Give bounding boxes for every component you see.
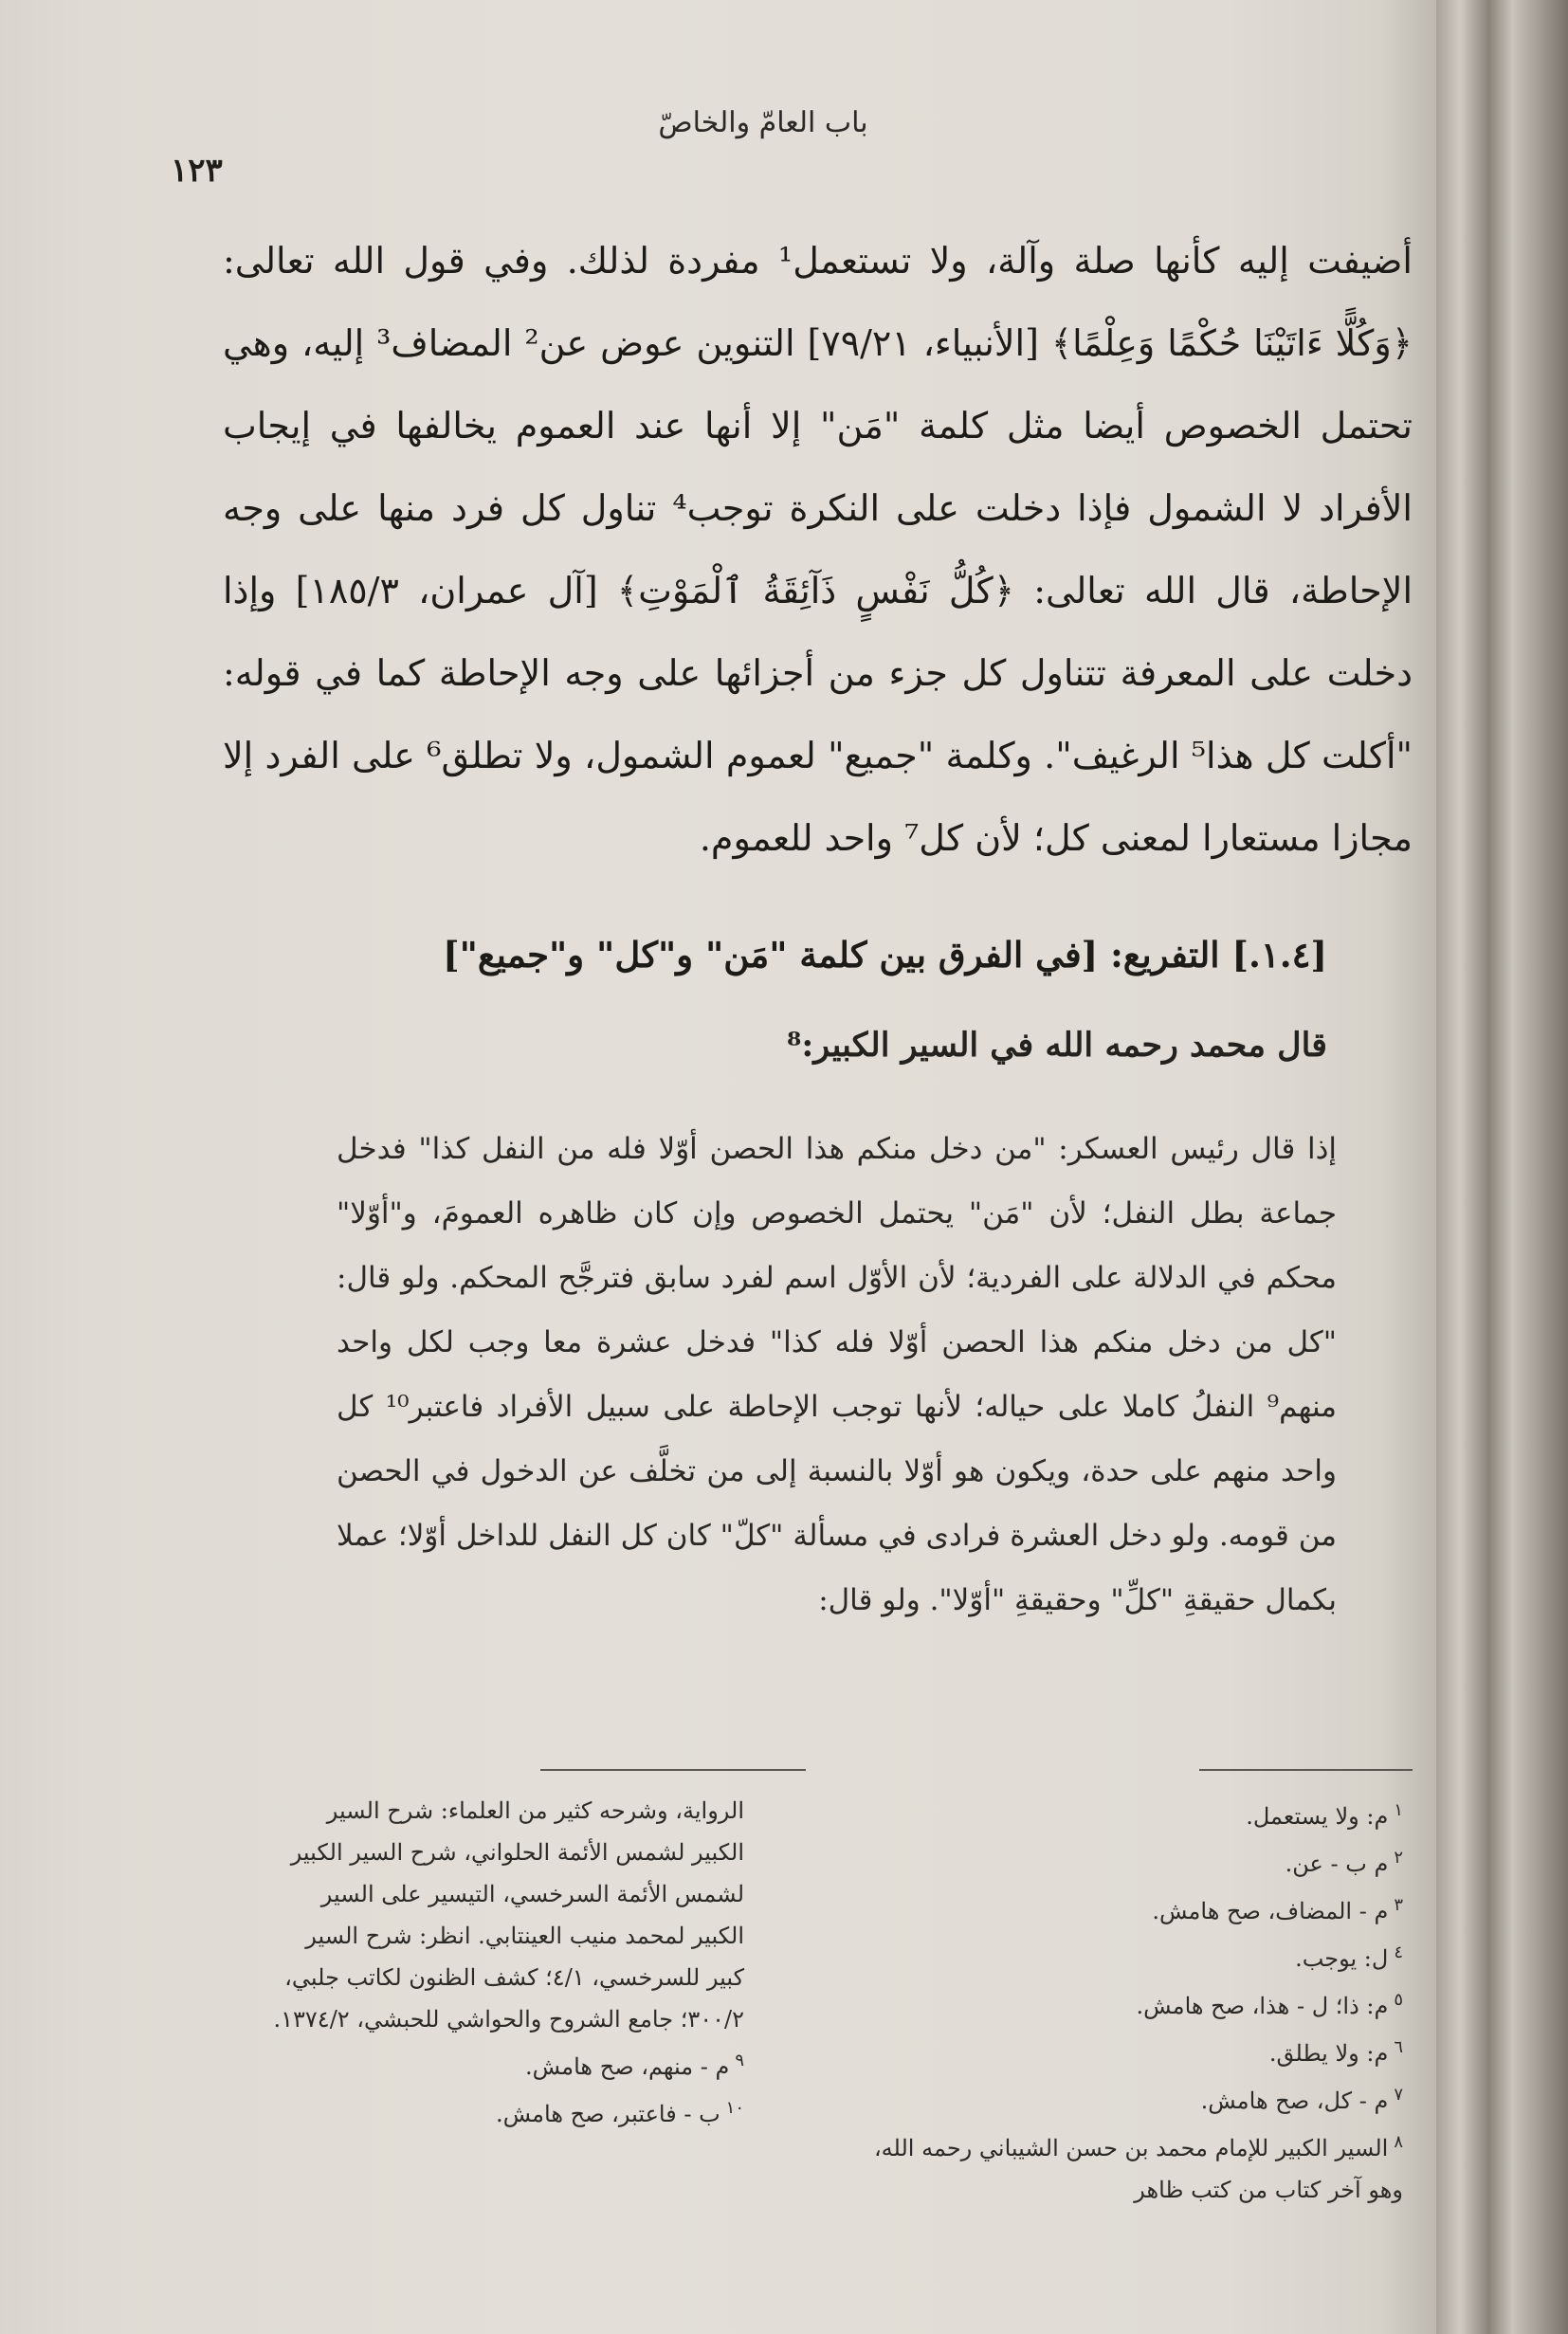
footnote-text: ل: يوجب. xyxy=(1295,1945,1389,1972)
footnote-text: السير الكبير للإمام محمد بن حسن الشيباني رحمه الله، وهو آخر كتاب من كتب ظاهر xyxy=(873,2135,1403,2203)
footnote-number: ٧ xyxy=(1394,2085,1403,2105)
footnote-number: ١ xyxy=(1394,1800,1403,1820)
main-paragraph: أضيفت إليه كأنها صلة وآلة، ولا تستعمل¹ مفردة لذلك. وفي قول الله تعالى: ﴿وَكُلًّا ءَاتَيْنَا حُكْمًا وَعِلْمًا﴾ [الأنبياء، ٧٩/٢١] التنوين عوض عن² المضاف³ إليه، وهي تحتمل الخصوص أيضا مثل كلمة "مَن" إلا أنها عند العموم يخالفها في إيجاب الأفراد لا الشمول فإذا دخلت على النكرة توجب⁴ تناول كل فرد منها على وجه الإحاطة، قال الله تعالى: ﴿كُلُّ نَفْسٍ ذَآئِقَةُ ٱلْمَوْتِ﴾ [آل عمران، ١٨٥/٣] وإذا دخلت على المعرفة تتناول كل جزء من أجزائها على وجه الإحاطة كما في قوله: "أكلت كل هذا⁵ الرغيف". وكلمة "جميع" لعموم الشمول، ولا تطلق⁶ على الفرد إلا مجازا مستعارا لمعنى كل؛ لأن كل⁷ واحد للعموم. xyxy=(223,240,1413,859)
footnote-number: ٨ xyxy=(1394,2132,1403,2152)
footnote-item xyxy=(872,1790,1403,1837)
footnote-item xyxy=(872,1932,1403,1979)
footnote-text: م: ولا يستعمل. xyxy=(1246,1803,1389,1830)
footnote-number: ٦ xyxy=(1394,2037,1403,2057)
footnote-text: م - منهم، صح هامش. xyxy=(525,2053,730,2080)
footnote-item xyxy=(270,2040,744,2088)
footnote-number: ٢ xyxy=(1394,1848,1403,1868)
footnote-text: ب - فاعتبر، صح هامش. xyxy=(495,2101,720,2127)
book-spine-edge xyxy=(1436,0,1568,2334)
footnote-item xyxy=(872,2027,1403,2074)
footnote-item xyxy=(270,2088,744,2135)
footnote-text: م - كل، صح هامش. xyxy=(1200,2088,1389,2114)
footnote-text: م ب - عن. xyxy=(1285,1851,1389,1877)
quoted-paragraph: إذا قال رئيس العسكر: "من دخل منكم هذا الحصن أوّلا فله من النفل كذا" فدخل جماعة بطل النفل؛ لأن "مَن" يحتمل الخصوص وإن كان ظاهره العمومَ، و"أوّلا" محكم في الدلالة على الفردية؛ لأن الأوّل اسم لفرد سابق فترجَّح المحكم. ولو قال: "كل من دخل منكم هذا الحصن أوّلا فله كذا" فدخل عشرة معا وجب لكل واحد منهم⁹ النفلُ كاملا على حياله؛ لأنها توجب الإحاطة على سبيل الأفراد فاعتبر¹⁰ كل واحد منهم على حدة، ويكون هو أوّلا بالنسبة إلى من تخلَّف عن الدخول في الحصن من قومه. ولو دخل العشرة فرادى في مسألة "كلّ" كان كل النفل للداخل أوّلا؛ عملا بكمال حقيقةِ "كلِّ" وحقيقةِ "أوّلا". ولو قال: xyxy=(337,1132,1337,1617)
footnote-number: ٣ xyxy=(1394,1895,1403,1915)
footnote-item xyxy=(872,1979,1403,2027)
footnote-item xyxy=(872,2122,1403,2211)
footnote-text: م: ذا؛ ل - هذا، صح هامش. xyxy=(1136,1993,1389,2019)
footnote-number: ٥ xyxy=(1394,1990,1403,2010)
footnotes-left-column xyxy=(270,1790,744,2135)
footnote-number: ١٠ xyxy=(725,2098,744,2118)
footnote-item xyxy=(872,1885,1403,1932)
footnote-item xyxy=(872,2074,1403,2122)
footnote-divider-right xyxy=(1199,1769,1413,1771)
footnote-continuation: الرواية، وشرحه كثير من العلماء: شرح السير الكبير لشمس الأئمة الحلواني، شرح السير الكبير لشمس الأئمة السرخسي، التيسير على السير الكبير لمحمد منيب العينتابي. انظر: شرح السير كبير للسرخسي، ٤/١؛ كشف الظنون لكاتب جلبي، ٣٠٠/٢؛ جامع الشروح والحواشي للحبشي، ١٣٧٤/٢. xyxy=(273,1797,744,2033)
footnote-text: م - المضاف، صح هامش. xyxy=(1152,1898,1389,1924)
quote-intro: قال محمد رحمه الله في السير الكبير:⁸ xyxy=(787,1026,1327,1065)
footnote-number: ٤ xyxy=(1394,1942,1403,1962)
footnote-divider-left xyxy=(540,1769,806,1771)
running-head: باب العامّ والخاصّ xyxy=(658,106,868,139)
section-heading: [١.٤.] التفريع: [في الفرق بين كلمة "مَن" و"كل" و"جميع"] xyxy=(443,934,1327,976)
footnote-item xyxy=(872,1837,1403,1885)
page-number: ١٢٣ xyxy=(171,152,223,190)
footnote-text: م: ولا يطلق. xyxy=(1268,2040,1389,2067)
main-text xyxy=(223,220,1413,880)
footnote-number: ٩ xyxy=(735,2051,744,2070)
footnotes-right-column xyxy=(872,1790,1403,2211)
quoted-passage xyxy=(337,1117,1337,1632)
